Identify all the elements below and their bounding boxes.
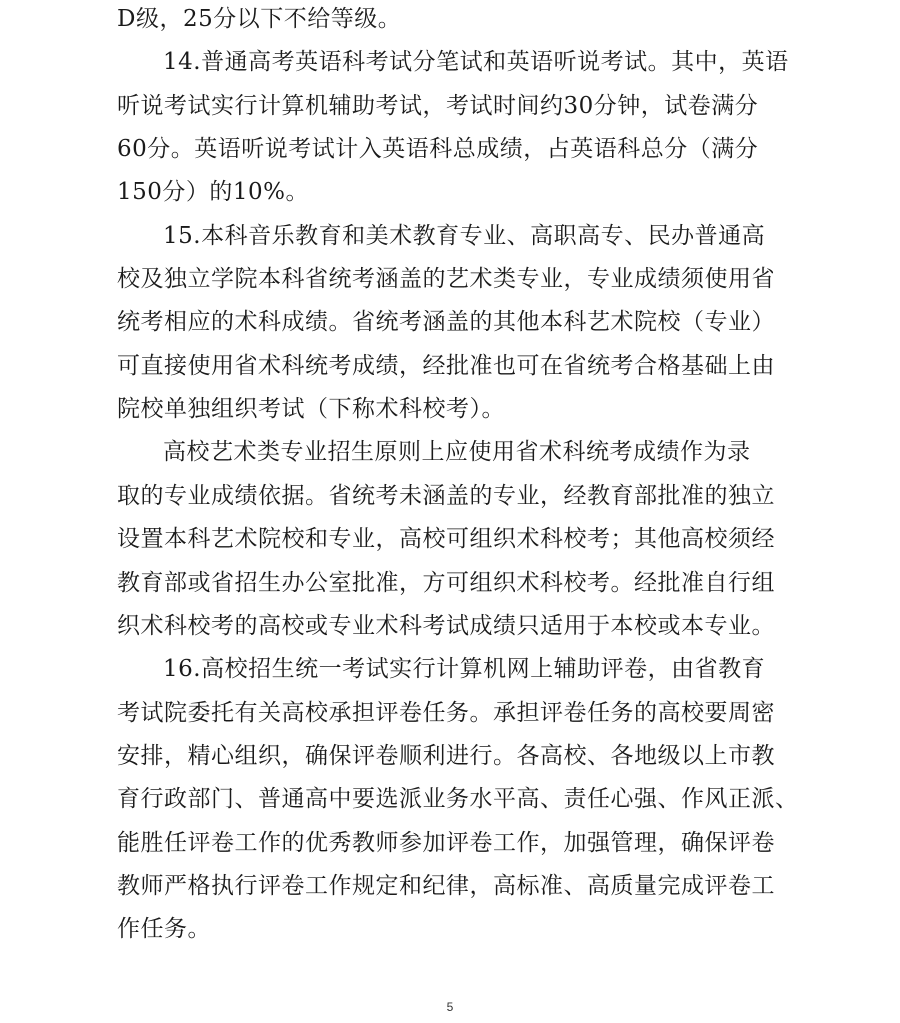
text-line: 统考相应的术科成绩。省统考涵盖的其他本科艺术院校（专业） (117, 309, 775, 335)
text-line: 院校单独组织考试（下称术科校考）。 (117, 396, 505, 422)
text-line: 育行政部门、普通高中要选派业务水平高、责任心强、作风正派、 (117, 786, 799, 812)
paragraph-15-line-1: 15.本科音乐教育和美术教育专业、高职高专、民办普通高 (163, 223, 766, 249)
paragraph-art-line-1: 高校艺术类专业招生原则上应使用省术科统考成绩作为录 (163, 439, 751, 465)
text-line: 60分。英语听说考试计入英语科总成绩，占英语科总分（满分 (117, 136, 759, 162)
text-line: 可直接使用省术科统考成绩，经批准也可在省统考合格基础上由 (117, 353, 775, 379)
page-number: 5 (446, 1000, 454, 1014)
text-line: 能胜任评卷工作的优秀教师参加评卷工作，加强管理，确保评卷 (117, 830, 775, 856)
text-line: 织术科校考的高校或专业术科考试成绩只适用于本校或本专业。 (117, 613, 775, 639)
paragraph-16-line-1: 16.高校招生统一考试实行计算机网上辅助评卷，由省教育 (163, 656, 766, 682)
text-line: 150分）的10%。 (117, 179, 310, 205)
text-line: D级，25分以下不给等级。 (117, 6, 402, 32)
text-line: 取的专业成绩依据。省统考未涵盖的专业，经教育部批准的独立 (117, 483, 775, 509)
text-line: 作任务。 (117, 916, 211, 942)
text-line: 安排，精心组织，确保评卷顺利进行。各高校、各地级以上市教 (117, 743, 775, 769)
text-line: 教育部或省招生办公室批准，方可组织术科校考。经批准自行组 (117, 570, 775, 596)
text-line: 设置本科艺术院校和专业，高校可组织术科校考；其他高校须经 (117, 526, 775, 552)
text-line: 校及独立学院本科省统考涵盖的艺术类专业，专业成绩须使用省 (117, 266, 775, 292)
text-line: 教师严格执行评卷工作规定和纪律，高标准、高质量完成评卷工 (117, 873, 775, 899)
text-line: 考试院委托有关高校承担评卷任务。承担评卷任务的高校要周密 (117, 700, 775, 726)
paragraph-14-line-1: 14.普通高考英语科考试分笔试和英语听说考试。其中，英语 (163, 49, 789, 75)
text-line: 听说考试实行计算机辅助考试，考试时间约30分钟，试卷满分 (117, 93, 759, 119)
